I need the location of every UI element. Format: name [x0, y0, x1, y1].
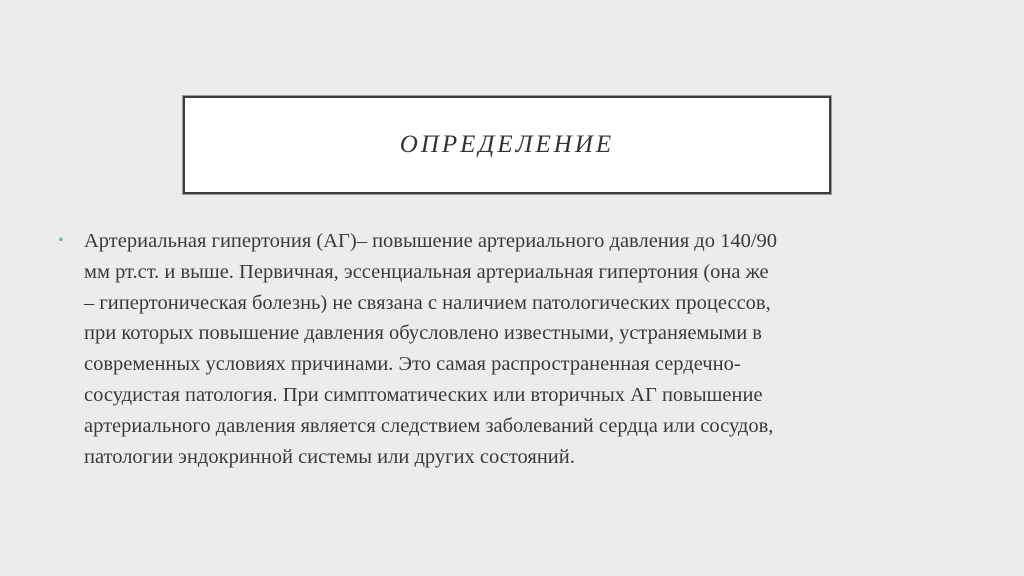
bullet-text-line: при которых повышение давления обусловлено известными, устраняемыми в — [84, 322, 762, 345]
bullet-text-line: современных условиях причинами. Это самая распространенная сердечно- — [84, 353, 741, 376]
slide-title: ОПРЕДЕЛЕНИЕ — [399, 131, 615, 158]
bullet-item — [58, 226, 958, 472]
bullet-icon: • — [58, 232, 64, 249]
bullet-text-line: Артериальная гипертония (АГ)– повышение артериального давления до 140/90 — [84, 230, 778, 252]
bullet-text-line: мм рт.ст. и выше. Первичная, эссенциальная артериальная гипертония (она же — [84, 260, 769, 283]
bullet-text-line: – гипертоническая болезнь) не связана с наличием патологических процессов, — [84, 291, 771, 314]
bullet-text-line: сосудистая патология. При симптоматических или вторичных АГ повышение — [84, 383, 763, 406]
title-box — [183, 96, 831, 194]
content-area — [58, 226, 958, 472]
bullet-text-line: патологии эндокринной системы или других состояний. — [84, 445, 575, 468]
bullet-text-line: артериального давления является следствием заболеваний сердца или сосудов, — [84, 414, 774, 437]
